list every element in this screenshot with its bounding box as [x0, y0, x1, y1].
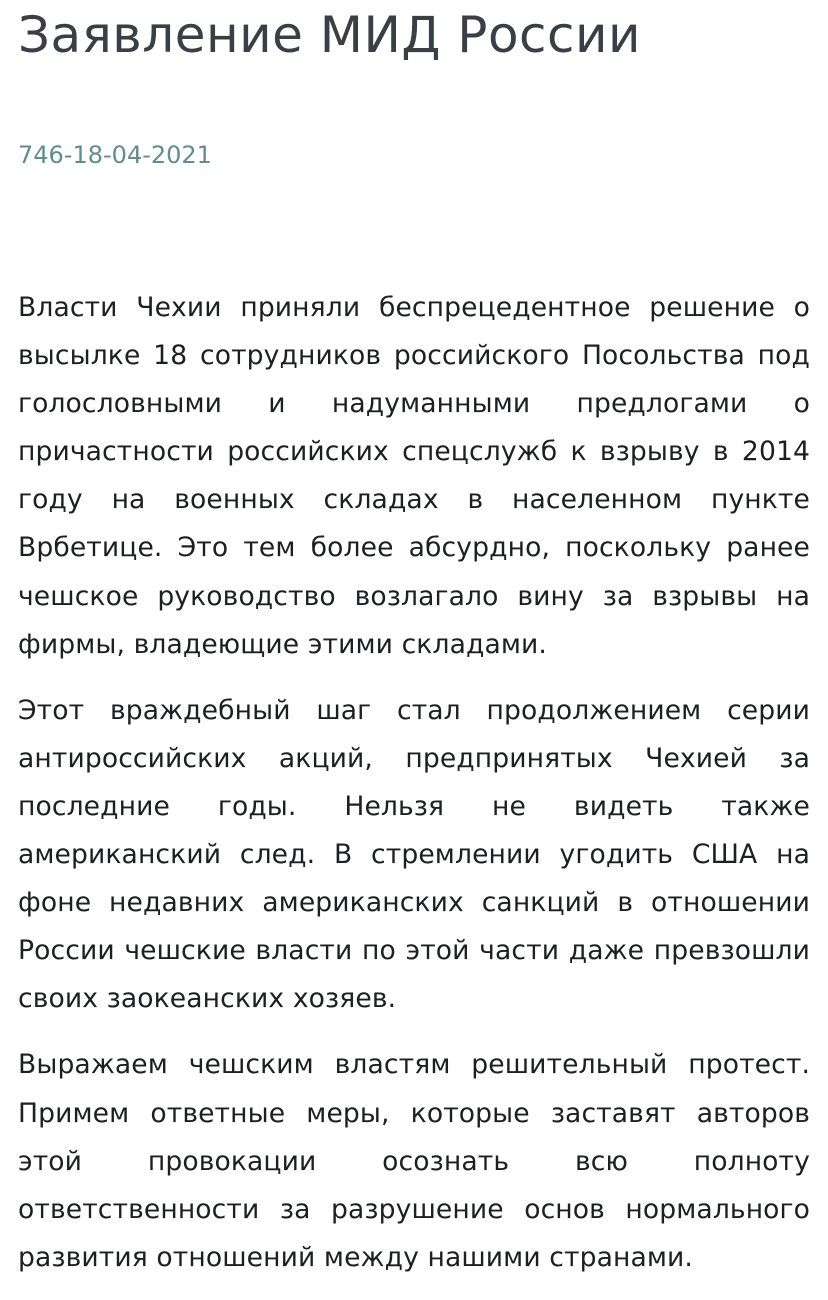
document-number: 746-18-04-2021	[18, 141, 212, 169]
paragraph-3: Выражаем чешским властям решительный протест. Примем ответные меры, которые заставят авторов этой провокации осознать всю полноту ответственности за разрушение основ нормального развития отношений между нашими странами.	[18, 1049, 810, 1273]
statement-page	[18, 0, 810, 1273]
page-title: Заявление МИД России	[18, 6, 642, 64]
paragraph-2: Этот враждебный шаг стал продолжением серии антироссийских акций, предпринятых Чехией за последние годы. Нельзя не видеть также американский след. В стремлении угодить США на фоне недавних американских санкций в отношении России чешские власти по этой части даже превзошли своих заокеанских хозяев.	[18, 694, 810, 1015]
statement-body	[18, 284, 810, 1300]
paragraph-1: Власти Чехии приняли беспрецедентное решение о высылке 18 сотрудников российского Посольства под голословными и надуманными предлогами о причастности российских спецслужб к взрыву в 2014 году на военных складах в населенном пункте Врбетице. Это тем более абсурдно, поскольку ранее чешское руководство возлагало вину за взрывы на фирмы, владеющие этими складами.	[18, 292, 810, 660]
